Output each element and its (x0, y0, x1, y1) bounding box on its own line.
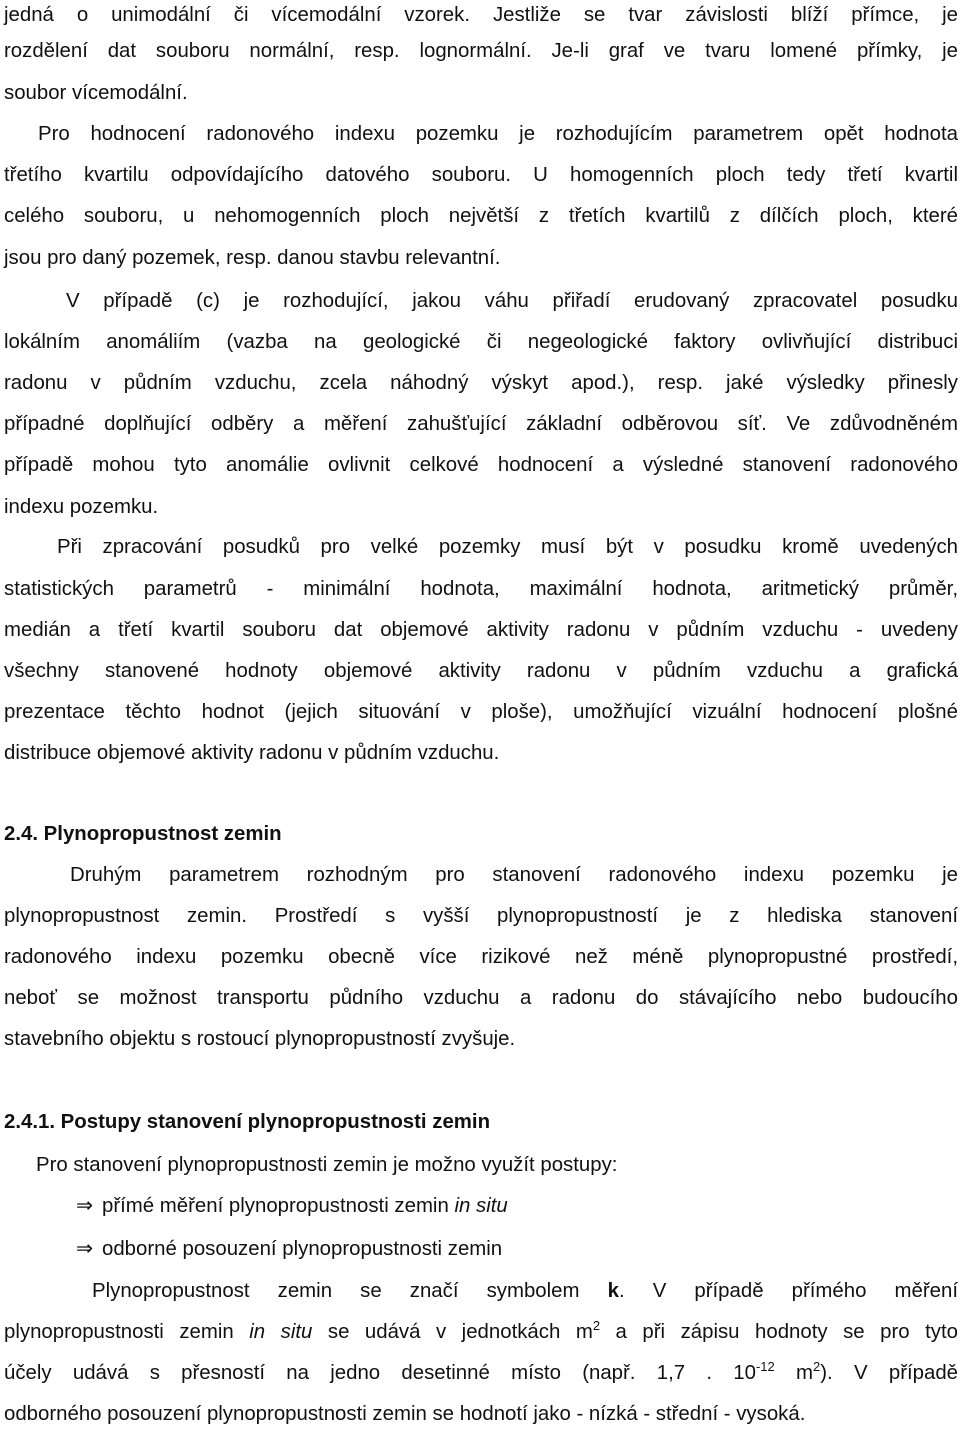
italic-run: in situ (249, 1321, 313, 1343)
list-item (76, 1234, 960, 1264)
paragraph-line: rozdělení dat souboru normální, resp. lognormální. Je-li graf ve tvaru lomené přímky, je (4, 40, 958, 62)
paragraph-line: všechny stanovené hodnoty objemové aktivity radonu v půdním vzduchu a grafická (4, 660, 958, 682)
text-run: ). V případě (820, 1362, 959, 1384)
text-run: m (774, 1362, 814, 1384)
paragraph-line: Pro stanovení plynopropustnosti zemin je možno využít postupy: (36, 1154, 618, 1176)
paragraph-line: medián a třetí kvartil souboru dat objemové aktivity radonu v půdním vzduchu - uvedeny (4, 619, 958, 641)
paragraph-line (4, 1276, 958, 1306)
paragraph-line: V případě (c) je rozhodující, jakou váhu přiřadí erudovaný zpracovatel posudku (66, 290, 958, 312)
text-run: . V případě přímého měření (618, 1280, 958, 1302)
paragraph-line: Druhým parametrem rozhodným pro stanovení radonového indexu pozemku je (70, 864, 958, 886)
paragraph-line: plynopropustnost zemin. Prostředí s vyšší plynopropustností je z hlediska stanovení (4, 905, 958, 927)
paragraph-line: celého souboru, u nehomogenních ploch největší z třetích kvartilů z dílčích ploch, které (4, 205, 958, 227)
paragraph-line: radonu v půdním vzduchu, zcela náhodný výskyt apod.), resp. jaké výsledky přinesly (4, 372, 958, 394)
paragraph-line: jsou pro daný pozemek, resp. danou stavbu relevantní. (4, 247, 501, 269)
text-run: plynopropustnosti zemin (4, 1321, 250, 1343)
paragraph-line (4, 1358, 958, 1388)
arrow-icon: ⇒ (76, 1195, 94, 1217)
paragraph-line: radonového indexu pozemku obecně více rizikové než méně plynopropustné prostředí, (4, 946, 958, 968)
list-item (76, 1191, 960, 1221)
paragraph-line: třetího kvartilu odpovídajícího datového souboru. U homogenních ploch tedy třetí kvartil (4, 164, 958, 186)
subsection-heading: 2.4.1. Postupy stanovení plynopropustnosti zemin (4, 1111, 491, 1133)
paragraph-line: Pro hodnocení radonového indexu pozemku je rozhodujícím parametrem opět hodnota (38, 123, 958, 145)
paragraph-line: odborného posouzení plynopropustnosti zemin se hodnotí jako - nízká - střední - vysoká. (4, 1403, 806, 1425)
text-run: a při zápisu hodnoty se pro tyto (600, 1321, 958, 1343)
symbol-k: k (607, 1280, 619, 1302)
paragraph-line: statistických parametrů - minimální hodnota, maximální hodnota, aritmetický průměr, (4, 578, 958, 600)
superscript: 2 (592, 1318, 601, 1334)
text-run: účely udává s přesností na jedno desetinné místo (např. 1,7 . 10 (4, 1362, 756, 1384)
paragraph-line: Při zpracování posudků pro velké pozemky musí být v posudku kromě uvedených (57, 536, 958, 558)
paragraph-line: distribuce objemové aktivity radonu v půdním vzduchu. (4, 742, 500, 764)
paragraph-line (4, 1317, 958, 1347)
paragraph-line: jedná o unimodální či vícemodální vzorek. Jestliže se tvar závislosti blíží přímce, je (4, 4, 958, 26)
paragraph-line: lokálním anomáliím (vazba na geologické či negeologické faktory ovlivňující distribuci (4, 331, 958, 353)
list-item-italic: in situ (454, 1195, 508, 1217)
text-run: Plynopropustnost zemin se značí symbolem (92, 1280, 608, 1302)
paragraph-line: prezentace těchto hodnot (jejich situování v ploše), umožňující vizuální hodnocení plošné (4, 701, 958, 723)
paragraph-line: neboť se možnost transportu půdního vzduchu a radonu do stávajícího nebo budoucího (4, 987, 958, 1009)
paragraph-line: případné doplňující odběry a měření zahušťující základní odběrovou síť. Ve zdůvodněném (4, 413, 958, 435)
text-run: se udává v jednotkách m (312, 1321, 593, 1343)
section-heading: 2.4. Plynopropustnost zemin (4, 823, 282, 845)
list-item-text: přímé měření plynopropustnosti zemin (102, 1195, 455, 1217)
paragraph-line: stavebního objektu s rostoucí plynopropustností zvyšuje. (4, 1028, 516, 1050)
paragraph-line: soubor vícemodální. (4, 82, 188, 104)
list-item-text: odborné posouzení plynopropustnosti zemin (102, 1238, 503, 1260)
superscript: 2 (813, 1359, 821, 1375)
paragraph-line: indexu pozemku. (4, 496, 159, 518)
arrow-icon: ⇒ (76, 1238, 94, 1260)
superscript: -12 (755, 1359, 775, 1375)
paragraph-line: případě mohou tyto anomálie ovlivnit celkové hodnocení a výsledné stanovení radonového (4, 454, 958, 476)
